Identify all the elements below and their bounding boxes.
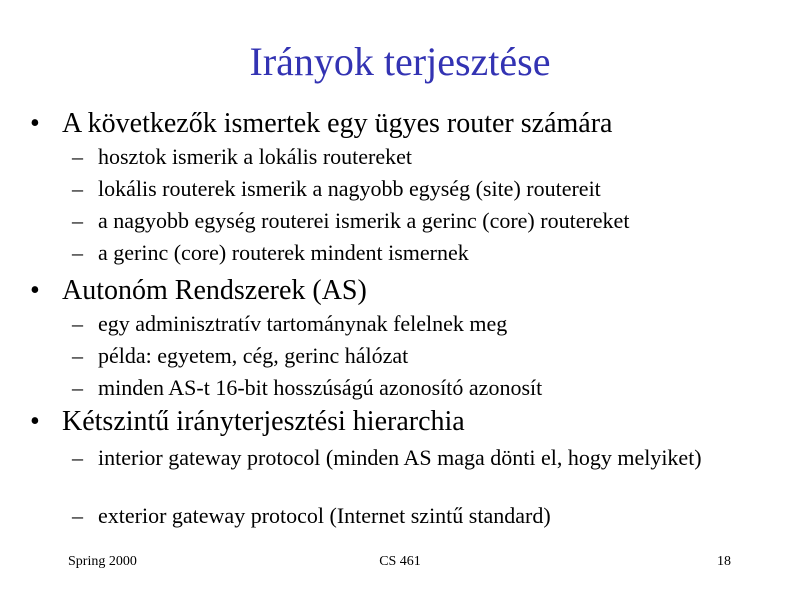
bullet-item [30, 275, 367, 307]
sub-item [72, 310, 507, 337]
bullet-item [30, 406, 465, 438]
sub-dash: – [72, 144, 83, 169]
footer-center: CS 461 [379, 554, 421, 569]
sub-item [72, 175, 601, 202]
sub-item [72, 446, 788, 470]
bullet-text: Autonóm Rendszerek (AS) [62, 275, 367, 306]
page-number: 18 [717, 554, 731, 569]
sub-text: példa: egyetem, cég, gerinc hálózat [98, 343, 409, 368]
sub-dash: – [72, 208, 83, 233]
bullet-text: A következők ismertek egy ügyes router számára [62, 108, 613, 139]
bullet-dot: • [30, 108, 40, 139]
sub-text: exterior gateway protocol (Internet szintű standard) [98, 503, 551, 528]
sub-text: minden AS-t 16-bit hosszúságú azonosító azonosít [98, 375, 543, 400]
bullet-item [30, 108, 612, 140]
sub-dash: – [72, 445, 83, 470]
sub-text: a nagyobb egység routerei ismerik a gerinc (core) routereket [98, 208, 630, 233]
sub-text: interior gateway protocol (minden AS maga dönti el, hogy melyiket) [98, 445, 702, 470]
sub-dash: – [72, 375, 83, 400]
footer-left: Spring 2000 [68, 554, 137, 569]
sub-dash: – [72, 176, 83, 201]
sub-item [72, 502, 551, 529]
sub-dash: – [72, 311, 83, 336]
sub-dash: – [72, 240, 83, 265]
sub-item [72, 143, 412, 170]
sub-text: lokális routerek ismerik a nagyobb egység (site) routereit [98, 176, 601, 201]
bullet-dot: • [30, 275, 40, 306]
bullet-dot: • [30, 406, 40, 437]
bullet-text: Kétszintű irányterjesztési hierarchia [62, 406, 465, 437]
sub-dash: – [72, 503, 83, 528]
sub-item [72, 239, 469, 266]
sub-text: egy adminisztratív tartománynak felelnek meg [98, 311, 508, 336]
sub-dash: – [72, 343, 83, 368]
sub-item [72, 342, 408, 369]
sub-text: a gerinc (core) routerek mindent ismernek [98, 240, 469, 265]
slide-title: Irányok terjesztése [249, 39, 551, 84]
sub-item [72, 374, 542, 401]
sub-item [72, 207, 629, 234]
sub-text: hosztok ismerik a lokális routereket [98, 144, 413, 169]
